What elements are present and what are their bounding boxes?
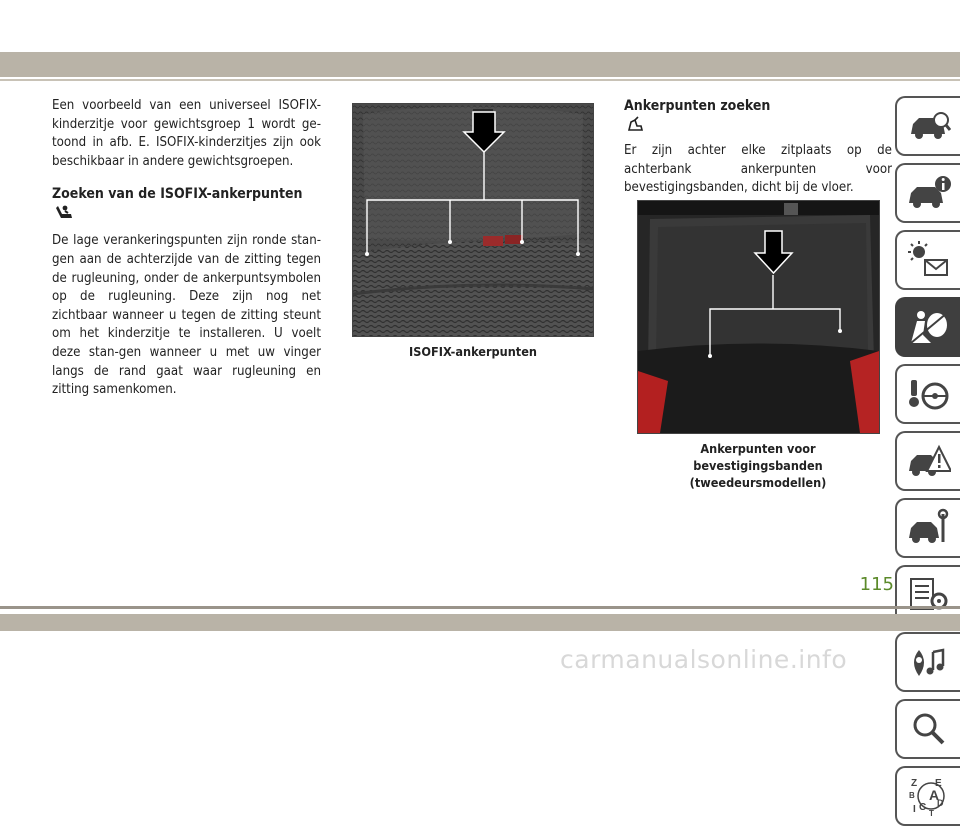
anchors-body-paragraph: Er zijn achter elke zitplaats op de achterbank ankerpunten voor bevestigingsbanden, dicht bij de vloer.	[624, 143, 892, 196]
tab-steering-key[interactable]	[895, 364, 960, 424]
header-band	[0, 52, 960, 77]
tab-car-info[interactable]	[895, 163, 960, 223]
multimedia-icon	[907, 642, 951, 682]
car-info-icon	[907, 175, 951, 211]
right-column	[624, 97, 892, 198]
isofix-body-paragraph: De lage verankeringspunten zijn ronde stan-gen aan de achterzijde van de zitting tegen de rugleuning, onder de ankerpuntsymbolen op de rugleuning. Deze zijn nog net zichtbaar wanneer u tegen de zitting steunt om het kinderzitje te installeren. U voelt deze stan-gen wanneer u met uw vinger langs de rand gaat waar rugleuning en zitting samenkomen.	[52, 233, 321, 398]
warning-lights-icon	[907, 240, 951, 280]
watermark: carmanualsonline.info	[560, 645, 848, 674]
figure1-caption: ISOFIX-ankerpunten	[409, 344, 537, 359]
svg-text:B: B	[908, 791, 915, 800]
search-icon	[907, 709, 951, 749]
figure2-caption-line1: Ankerpunten voor bevestigingsbanden	[693, 441, 823, 473]
page-number: 115	[859, 574, 894, 595]
tab-search[interactable]	[895, 699, 960, 759]
footer-band	[0, 614, 960, 631]
svg-text:Z: Z	[910, 778, 917, 789]
left-column	[52, 97, 321, 400]
figure2-caption	[637, 440, 879, 491]
section-heading-isofix: Zoeken van de ISOFIX-ankerpunten	[52, 186, 303, 203]
car-warning-icon	[907, 441, 951, 481]
svg-text:E: E	[934, 778, 942, 789]
intro-paragraph: Een voorbeeld van een universeel ISOFIX-kinderzitje voor gewichtsgroep 1 wordt ge-toond in afb. E. ISOFIX-kinderzitjes zijn ook beschikbaar in andere gewichtsgroepen.	[52, 98, 321, 169]
svg-text:C: C	[918, 802, 926, 813]
svg-text:D: D	[936, 798, 943, 808]
car-search-icon	[907, 108, 951, 144]
tab-car-warning[interactable]	[895, 431, 960, 491]
tether-anchor-photo	[637, 200, 880, 434]
header-rule	[0, 79, 960, 81]
section-heading-anchors: Ankerpunten zoeken	[624, 98, 771, 114]
tab-car-search[interactable]	[895, 96, 960, 156]
footer-rule	[0, 606, 960, 609]
svg-text:A: A	[928, 787, 939, 803]
svg-text:T: T	[928, 809, 934, 818]
steering-wheel-key-icon	[907, 374, 951, 414]
tab-airbag-seat[interactable]	[895, 297, 960, 357]
airbag-seat-icon	[907, 307, 951, 347]
isofix-anchor-photo	[352, 103, 594, 337]
tab-index[interactable]	[895, 766, 960, 826]
car-wrench-icon	[907, 508, 951, 548]
specs-gear-icon	[907, 575, 951, 615]
figure2-caption-line2: (tweedeursmodellen)	[689, 475, 827, 490]
tab-car-wrench[interactable]	[895, 498, 960, 558]
svg-text:I: I	[912, 804, 916, 815]
tab-warning-lights[interactable]	[895, 230, 960, 290]
tab-multimedia[interactable]	[895, 632, 960, 692]
alphabet-index-icon	[907, 774, 951, 818]
chapter-tabs	[895, 96, 960, 833]
tether-anchor-icon	[626, 116, 644, 132]
child-seat-icon	[54, 204, 74, 222]
